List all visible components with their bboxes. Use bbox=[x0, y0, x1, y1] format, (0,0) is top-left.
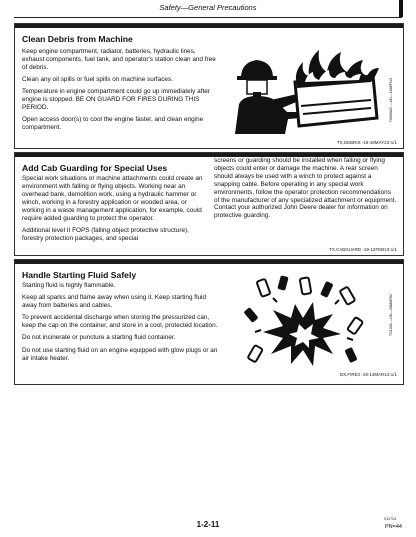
paragraph: Open access door(s) to cool the engine faster, and clean engine compartment. bbox=[22, 116, 204, 132]
page-header bbox=[14, 0, 402, 18]
section-top-bar bbox=[15, 24, 403, 28]
paragraph: Do not incinerate or puncture a starting fluid container. bbox=[22, 334, 176, 342]
image-reference: TS1356 —UN—18MAR92 bbox=[389, 294, 393, 336]
section-body bbox=[22, 48, 218, 136]
section-reference: TX,CABGUARD -19-12FEB13-1/1 bbox=[329, 247, 397, 252]
footer-pn: PN=44 bbox=[385, 524, 402, 530]
footer-date-code: 011724 bbox=[384, 517, 396, 521]
header-title: Safety—General Precautions bbox=[159, 3, 257, 12]
paragraph: Additional level II FOPS (falling object protective structure), forestry protection packages, and special bbox=[22, 226, 189, 242]
paragraph: To prevent accidental discharge when storing the pressurized can, keep the cap on the container, and store in a cool, protected location. bbox=[22, 314, 218, 330]
image-reference: T6669AG —UN—18APR13 bbox=[389, 78, 393, 123]
section-body-left bbox=[22, 175, 208, 247]
paragraph: Special work situations or machine attachments could create an environment with falling or flying objects. Working near an overhead bank, demolition work, using a hydraulic hammer or winch, working in a forestry application or wooded area, or working in a waste management application, for example, could require added guarding to protect the operator. bbox=[22, 175, 203, 222]
section-body-right bbox=[214, 157, 397, 225]
section-title: Add Cab Guarding for Special Uses bbox=[22, 163, 168, 173]
section-starting-fluid bbox=[14, 259, 404, 385]
section-title: Clean Debris from Machine bbox=[22, 34, 133, 44]
section-cab-guarding bbox=[14, 152, 404, 256]
paragraph: Do not use starting fluid on an engine equipped with glow plugs or an air intake heater. bbox=[22, 346, 218, 362]
section-body bbox=[22, 282, 222, 367]
section-clean-debris bbox=[14, 23, 404, 149]
section-top-bar bbox=[15, 260, 403, 264]
page-number: 1-2-11 bbox=[196, 520, 220, 529]
paragraph: Temperature in engine compartment could go up immediately after engine is stopped. BE ON GUARD FOR FIRES DURING THIS PERIOD. bbox=[22, 88, 210, 112]
worker-fire-illustration bbox=[231, 42, 381, 134]
header-corner-tab bbox=[399, 0, 403, 17]
paragraph: Clean any oil spills or fuel spills on machine surfaces. bbox=[22, 76, 173, 84]
section-title: Handle Starting Fluid Safely bbox=[22, 270, 137, 280]
section-reference: TX,DEBRIS -19-16MAY23-1/1 bbox=[337, 140, 397, 145]
section-reference: DX,FIRE3 -19-14MAR14-1/1 bbox=[339, 372, 397, 377]
paragraph: Keep all sparks and flame away when using it. Keep starting fluid away from batteries and cables. bbox=[22, 294, 207, 310]
paragraph: Starting fluid is highly flammable. bbox=[22, 282, 116, 289]
paragraph: screens or guarding should be installed when falling or flying objects could enter or damage the machine. A rear screen should always be used with a winch to protect against a snapping cable. Before operating in any special work environments, follow the operator protection recommendations of the manufacturer of any specialized attachment or equipment. Contact your authorized John Deere dealer for information on protective guarding. bbox=[214, 157, 397, 220]
paragraph: Keep engine compartment, radiator, batteries, hydraulic lines, exhaust components, fuel tank, and operator's station clean and free of debris. bbox=[22, 48, 216, 71]
starting-fluid-explosion-illustration bbox=[243, 274, 369, 370]
